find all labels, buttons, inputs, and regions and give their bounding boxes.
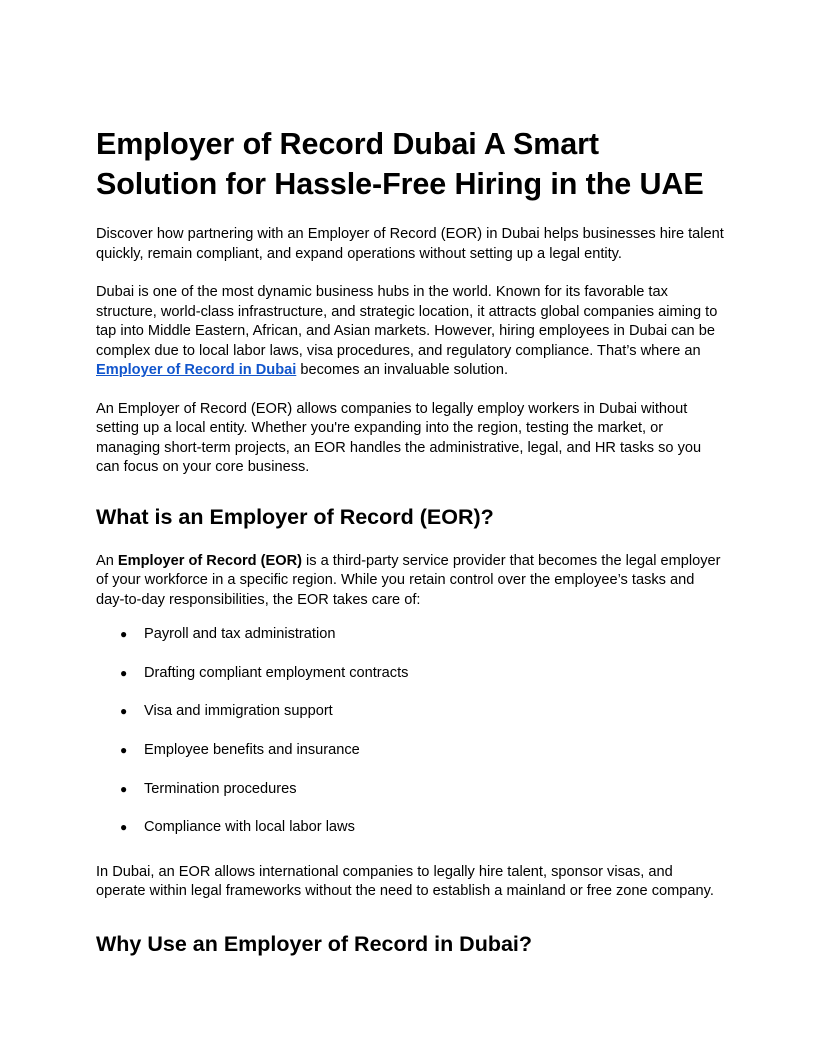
list-item-text: Payroll and tax administration: [144, 626, 336, 642]
list-item-text: Termination procedures: [144, 780, 297, 797]
section-heading-what-is-eor: What is an Employer of Record (EOR)?: [96, 504, 494, 529]
section-heading-why-use-eor: Why Use an Employer of Record in Dubai?: [96, 931, 533, 956]
list-item-text: Compliance with local labor laws: [144, 819, 355, 836]
list-item: [96, 741, 724, 761]
eor-definition-paragraph: [96, 552, 724, 611]
bullet-icon: ●: [120, 704, 128, 719]
closing-paragraph: In Dubai, an EOR allows international companies to legally hire talent, sponsor visas, and operate within legal frameworks without the need to establish a mainland or free zone company.: [96, 863, 714, 900]
list-item: [96, 664, 724, 684]
definition-prefix: An: [96, 552, 118, 569]
document-title: Employer of Record Dubai A Smart Solution for Hassle-Free Hiring in the UAE: [96, 127, 704, 201]
list-item: [96, 625, 724, 645]
bullet-icon: ●: [120, 820, 128, 835]
intro-paragraph: Discover how partnering with an Employer of Record (EOR) in Dubai helps businesses hire talent quickly, remain compliant, and expand operations without setting up a legal entity.: [96, 226, 724, 262]
definition-rest: is a third-party service provider that becomes the legal employer of your workforce in a specific region. While you retain control over the employee’s tasks and day-to-day responsibilities, the EOR takes care of:: [96, 552, 721, 608]
list-item: [96, 818, 724, 838]
list-item-text: Visa and immigration support: [144, 703, 333, 720]
employer-of-record-dubai-link[interactable]: Employer of Record in Dubai: [96, 362, 297, 378]
list-item-text: Drafting compliant employment contracts: [144, 664, 409, 681]
dubai-paragraph: [96, 283, 724, 381]
list-item: [96, 780, 724, 800]
bullet-icon: ●: [120, 743, 128, 758]
bullet-icon: ●: [120, 781, 128, 796]
list-item-text: Employee benefits and insurance: [144, 742, 360, 759]
list-item: [96, 702, 724, 722]
eor-services-list: [96, 625, 724, 838]
dubai-paragraph-text-end: becomes an invaluable solution.: [296, 362, 509, 378]
bullet-icon: ●: [120, 627, 128, 641]
definition-bold-term: Employer of Record (EOR): [117, 552, 302, 569]
dubai-paragraph-text: Dubai is one of the most dynamic business hubs in the world. Known for its favorable tax structure, world-class infrastructure, and strategic location, it attracts global companies aiming to tap into Middle Eastern, African, and Asian markets. However, hiring employees in Dubai can be complex due to local labor laws, visa procedures, and regulatory compliance. That’s where an: [96, 284, 718, 359]
document-page: [96, 124, 724, 958]
bullet-icon: ●: [120, 665, 128, 680]
eor-paragraph: An Employer of Record (EOR) allows companies to legally employ workers in Dubai without setting up a local entity. Whether you're expanding into the region, testing the market, or managing short-term projects, an EOR handles the administrative, legal, and HR tasks so you can focus on your core business.: [96, 400, 702, 475]
